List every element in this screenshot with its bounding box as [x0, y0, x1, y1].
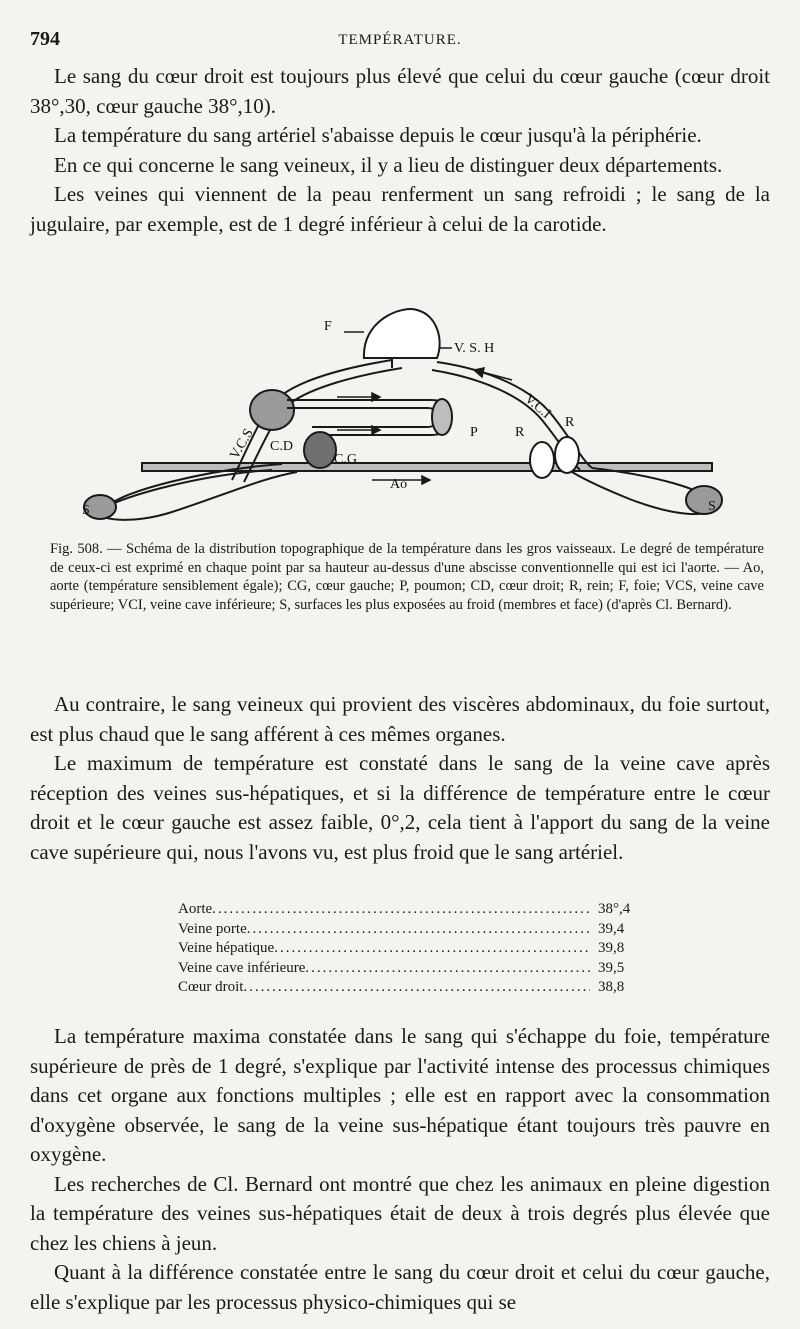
- paragraph: Au contraire, le sang veineux qui provient des viscères abdominaux, du foie surtout, est plus chaud que le sang afférent à ces mêmes organes.: [30, 692, 770, 746]
- table-row: [178, 959, 638, 979]
- label-P: P: [470, 425, 478, 440]
- vessel-name: Aorte: [178, 901, 213, 917]
- liver-F: [364, 309, 440, 358]
- paragraph: La température du sang artériel s'abaisse depuis le cœur jusqu'à la périphérie.: [54, 123, 702, 147]
- vessel-name: Veine cave inférieure: [178, 959, 306, 976]
- circulation-schema: [72, 300, 752, 535]
- text-block-middle: [30, 690, 770, 867]
- arrow-head-vci: [474, 368, 484, 377]
- figure-caption: [50, 540, 764, 614]
- dot-leader: [274, 939, 590, 959]
- label-CD: C.D: [270, 439, 293, 454]
- table-row: [178, 978, 638, 998]
- temperature-value: 39,5: [598, 959, 625, 976]
- dot-leader: [243, 978, 590, 998]
- right-surface-S: [686, 486, 722, 514]
- paragraph: Les recherches de Cl. Bernard ont montré que chez les animaux en pleine digestion la température des veines sus-hépatiques était de deux à trois degrés plus élevée que chez les chiens à jeun.: [30, 1171, 770, 1255]
- table-row: [178, 920, 638, 940]
- table-row: [178, 900, 638, 920]
- label-VCS: V.C.S: [227, 426, 257, 462]
- temperature-value: 39,4: [598, 920, 625, 937]
- lung-P: [432, 399, 452, 435]
- temperature-table: [178, 900, 638, 998]
- figure-number: Fig. 508. —: [50, 541, 122, 557]
- label-VCI: V.C.I: [521, 391, 554, 422]
- right-heart-CD: [250, 390, 294, 430]
- paragraph: La température maxima constatée dans le sang qui s'échappe du foie, température supérieure de près de 1 degré, s'explique par l'activité intense des processus chimiques dans cet organe aux fonctions multiples ; elle est en rapport avec la consommation d'oxygène observée, le sang de la veine sus-hépatique étant toujours très pauvre en oxygène.: [30, 1024, 770, 1166]
- label-R1: R: [515, 425, 525, 440]
- table-row: [178, 939, 638, 959]
- left-heart-CG: [304, 432, 336, 468]
- temperature-value: 39,8: [598, 940, 625, 956]
- paragraph: Quant à la différence constatée entre le sang du cœur droit et celui du cœur gauche, elle s'explique par les processus physico-chimiques qui se: [30, 1260, 770, 1314]
- kidney-R-1: [530, 442, 554, 478]
- pulmonary-loop-inner: [287, 408, 440, 427]
- label-VSH: V. S. H: [454, 341, 495, 356]
- vessel-name: Cœur droit: [178, 979, 244, 995]
- kidney-R-2: [555, 437, 579, 473]
- dot-leader: [305, 959, 590, 979]
- arrow-vci: [482, 372, 512, 380]
- label-S-left: S: [82, 503, 90, 518]
- page-header: [30, 28, 770, 54]
- dot-leader: [247, 920, 590, 940]
- page-number: 794: [30, 28, 60, 50]
- dot-leader: [212, 900, 590, 920]
- paragraph: Les veines qui viennent de la peau renferment un sang refroidi ; le sang de la jugulaire, par exemple, est de 1 degré inférieur à celui de la carotide.: [30, 182, 770, 236]
- temperature-value: 38,8: [598, 979, 625, 995]
- label-CG: C.G: [334, 452, 357, 467]
- paragraph: En ce qui concerne le sang veineux, il y a lieu de distinguer deux départements.: [54, 152, 723, 177]
- running-title: TEMPÉRATURE.: [338, 32, 462, 48]
- label-R2: R: [565, 415, 575, 430]
- label-S-right: S: [708, 499, 716, 514]
- label-Ao: Ao: [390, 477, 408, 492]
- figure-caption-text: Schéma de la distribution topographique de la température dans les gros vaisseaux. Le degré de température de ceux-ci est exprimé en chaque point par sa hauteur au-dessus d'une abscisse conventionnelle qui est ici l'aorte. — Ao, aorte (température sensiblement égale); CG, cœur gauche; P, poumon; CD, cœur droit; R, rein; F, foie; VCS, veine cave supérieure; VCI, veine cave inférieure; S, surfaces les plus exposées au froid (membres et face) (d'après Cl. Bernard).: [50, 541, 764, 613]
- arrow-head-3: [422, 476, 430, 484]
- vessel-name: Veine porte: [178, 920, 247, 937]
- figure-508-diagram: [72, 300, 752, 535]
- paragraph: Le sang du cœur droit est toujours plus élevé que celui du cœur gauche (cœur droit 38°,30, cœur gauche 38°,10).: [30, 64, 770, 118]
- label-F: F: [324, 319, 332, 334]
- paragraph: Le maximum de température est constaté dans le sang de la veine cave après réception des veines sus-hépatiques, et si la différence de température entre le cœur droit et le cœur gauche est assez faible, 0°,2, cela tient à l'apport du sang de la veine cave supérieure qui, nous l'avons vu, est plus froid que le sang artériel.: [30, 751, 770, 864]
- temperature-value: 38°,4: [598, 901, 631, 917]
- text-block-intro: [30, 62, 770, 239]
- vessel-name: Veine hépatique: [178, 940, 275, 956]
- text-block-closing: [30, 1022, 770, 1317]
